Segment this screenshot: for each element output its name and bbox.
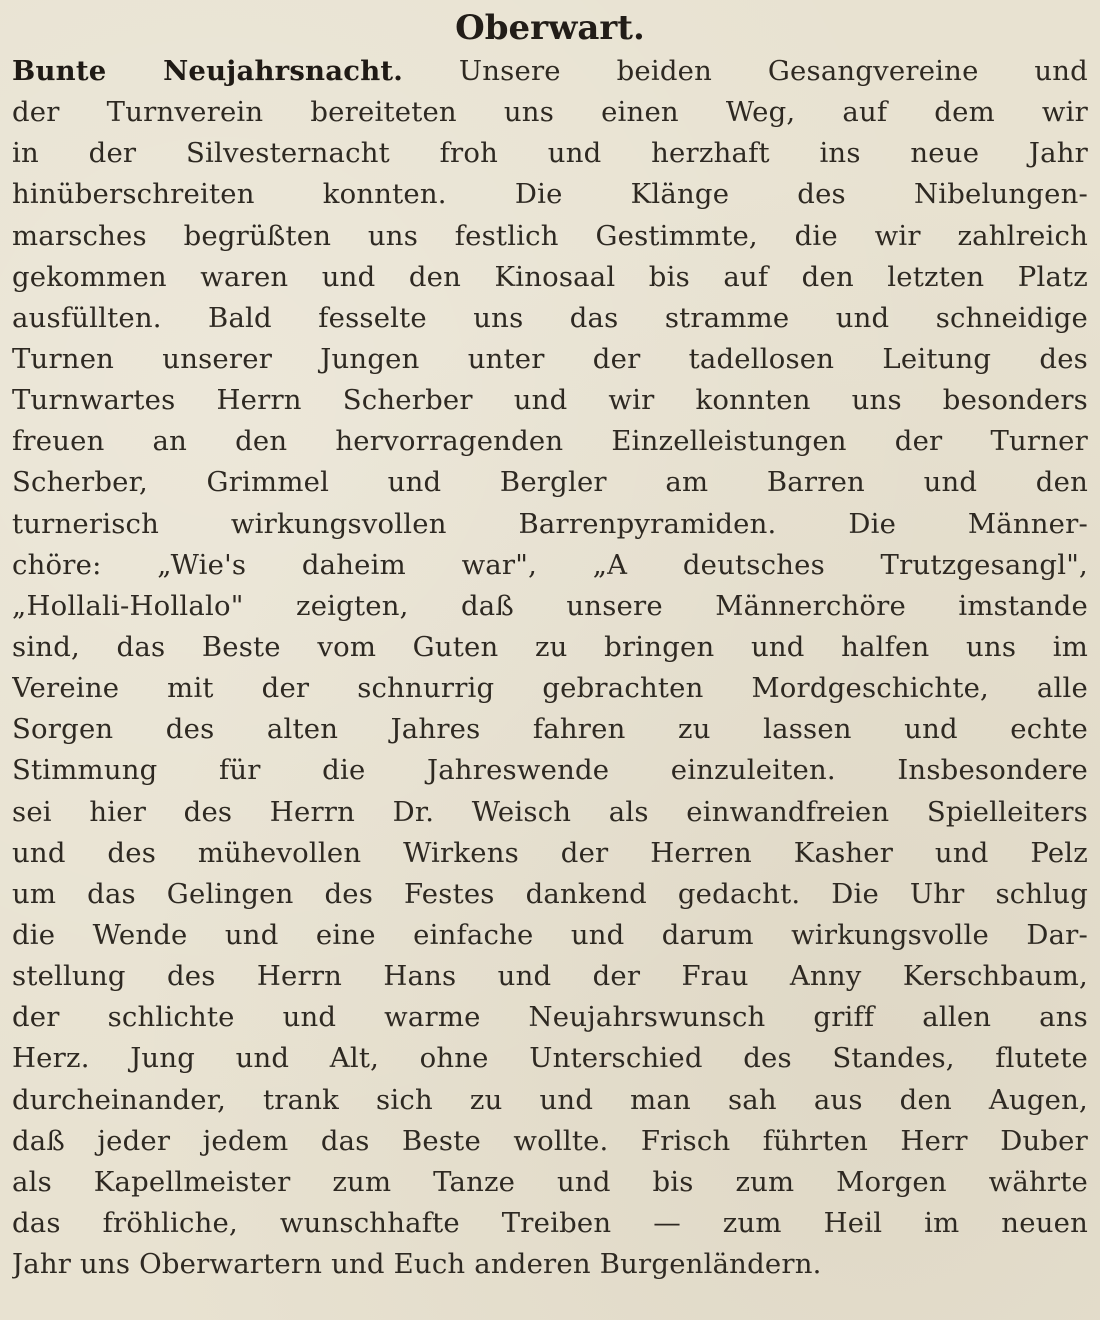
article-line: chöre: „Wie's daheim war", „A deutsches Trutzgesangl",: [12, 548, 1088, 581]
article-runin-title: Bunte Neujahrsnacht.: [12, 55, 404, 87]
article-line: marsches begrüßten uns festlich Gestimmte, die wir zahlreich: [12, 219, 1088, 252]
article-line: in der Silvesternacht froh und herzhaft ins neue Jahr: [12, 137, 1088, 170]
article-line: freuen an den hervorragenden Einzelleistungen der Turner: [12, 425, 1088, 458]
article-headline: Oberwart.: [455, 8, 645, 48]
article-line: durcheinander, trank sich zu und man sah aus den Augen,: [12, 1083, 1088, 1116]
article-line-text: Unsere beiden Gesangvereine und: [403, 55, 1088, 87]
article-line: Scherber, Grimmel und Bergler am Barren und den: [12, 466, 1088, 499]
article-line: der Turnverein bereiteten uns einen Weg, auf dem wir: [12, 96, 1088, 129]
article-line: Turnen unserer Jungen unter der tadellosen Leitung des: [12, 342, 1088, 375]
article-line: als Kapellmeister zum Tanze und bis zum Morgen währte: [12, 1165, 1088, 1198]
article-line: stellung des Herrn Hans und der Frau Anny Kerschbaum,: [12, 960, 1088, 993]
article-line: Sorgen des alten Jahres fahren zu lassen und echte: [12, 713, 1088, 746]
article-line: sei hier des Herrn Dr. Weisch als einwandfreien Spielleiters: [12, 795, 1088, 828]
article-line: hinüberschreiten konnten. Die Klänge des Nibelungen-: [12, 178, 1088, 211]
article-line: [12, 51, 1088, 92]
article-line: die Wende und eine einfache und darum wirkungsvolle Dar-: [12, 918, 1088, 951]
article-line: sind, das Beste vom Guten zu bringen und halfen uns im: [12, 630, 1088, 663]
article-line: ausfüllten. Bald fesselte uns das stramme und schneidige: [12, 301, 1088, 334]
article-line: daß jeder jedem das Beste wollte. Frisch führten Herr Duber: [12, 1124, 1088, 1157]
article-line: Jahr uns Oberwartern und Euch anderen Burgenländern.: [12, 1248, 822, 1281]
article-line: turnerisch wirkungsvollen Barrenpyramiden. Die Männer-: [12, 507, 1088, 540]
article-line: das fröhliche, wunschhafte Treiben — zum Heil im neuen: [12, 1206, 1088, 1239]
article-line: gekommen waren und den Kinosaal bis auf den letzten Platz: [12, 260, 1088, 293]
article-body: [12, 51, 1088, 1285]
article-line: der schlichte und warme Neujahrswunsch griff allen ans: [12, 1001, 1088, 1034]
article-line: um das Gelingen des Festes dankend gedacht. Die Uhr schlug: [12, 877, 1088, 910]
article-line: „Hollali-Hollalo" zeigten, daß unsere Männerchöre imstande: [12, 589, 1088, 622]
article-line: und des mühevollen Wirkens der Herren Kasher und Pelz: [12, 836, 1088, 869]
article-line: Stimmung für die Jahreswende einzuleiten. Insbesondere: [12, 754, 1088, 787]
article-line: Turnwartes Herrn Scherber und wir konnten uns besonders: [12, 384, 1088, 417]
article-line: Herz. Jung und Alt, ohne Unterschied des Standes, flutete: [12, 1042, 1088, 1075]
article-line: Vereine mit der schnurrig gebrachten Mordgeschichte, alle: [12, 672, 1088, 705]
